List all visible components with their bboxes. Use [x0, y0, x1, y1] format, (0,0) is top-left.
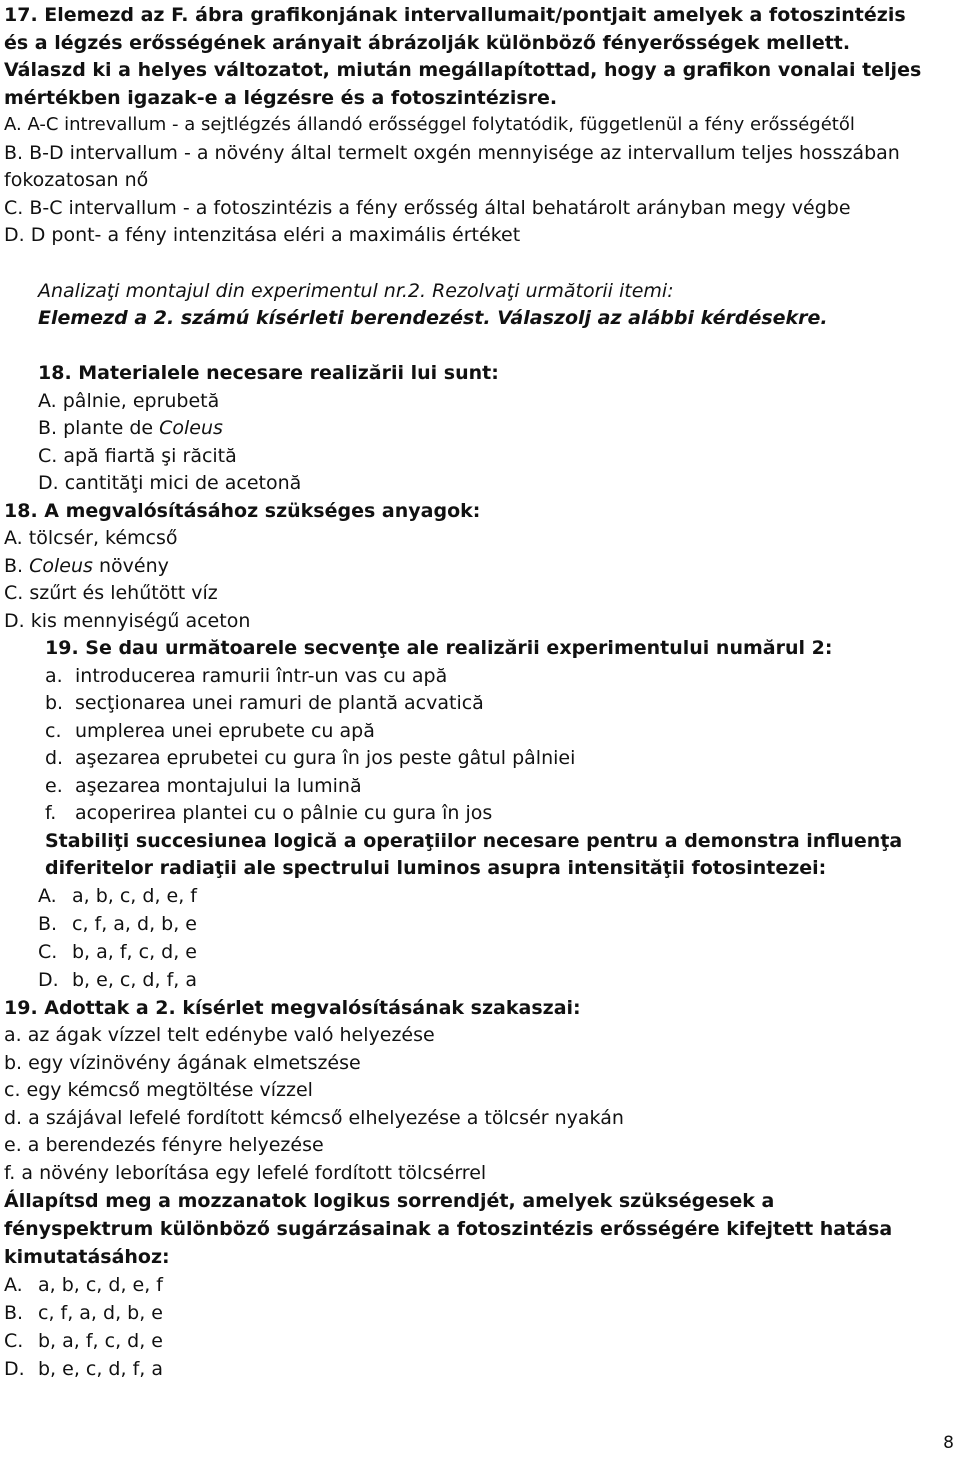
q19-hu-option-text: b, a, f, c, d, e — [38, 1330, 163, 1352]
q19-ro-step — [45, 745, 575, 771]
q19-ro-option-marker: B. — [38, 913, 58, 935]
q19-ro-option-text: b, e, c, d, f, a — [72, 969, 197, 991]
q18-hu-heading — [4, 498, 480, 524]
q18-hu-option-b — [4, 553, 169, 579]
q18-ro-heading: 18. Materialele necesare realizării lui sunt: — [38, 362, 499, 384]
q19-ro-step — [45, 773, 362, 799]
q19-hu-option-marker: B. — [4, 1302, 24, 1324]
q19-ro-step — [45, 800, 492, 826]
q19-ro-option-text: b, a, f, c, d, e — [72, 941, 197, 963]
q18-ro-option-b — [38, 415, 223, 441]
q19-hu-option — [4, 1272, 163, 1298]
q17-heading-line-1: 17. Elemezd az F. ábra grafikonjának intervallumait/pontjait amelyek a fotoszintézis — [4, 4, 906, 26]
q18-ro-option-d: D. cantităţi mici de acetonă — [38, 472, 302, 494]
q19-ro-option-marker: C. — [38, 941, 58, 963]
q19-ro-step — [45, 690, 484, 716]
q19-hu-option — [4, 1356, 163, 1382]
q19-ro-option-text: c, f, a, d, b, e — [72, 913, 197, 935]
intro-romanian: Analizaţi montajul din experimentul nr.2. Rezolvaţi următorii itemi: — [38, 280, 674, 302]
q18-hu-option-d: D. kis mennyiségű aceton — [4, 610, 251, 632]
q18-hu-number: 18. — [4, 500, 38, 522]
q18-hu-option-b-marker: B. — [4, 555, 30, 577]
q19-hu-option-marker: C. — [4, 1330, 24, 1352]
q19-ro-step-text: acoperirea plantei cu o pâlnie cu gura în jos — [75, 802, 493, 824]
q19-ro-step-marker: e. — [45, 775, 63, 797]
q19-ro-step-marker: b. — [45, 692, 64, 714]
page-number: 8 — [943, 1433, 954, 1453]
q19-ro-option — [38, 967, 197, 993]
q18-ro-option-c: C. apă fiartă şi răcită — [38, 445, 237, 467]
q19-hu-step: d. a szájával lefelé fordított kémcső elhelyezése a tölcsér nyakán — [4, 1107, 624, 1129]
q17-heading-line-2: és a légzés erősségének arányait ábrázolják különböző fényerősségek mellett. — [4, 32, 851, 54]
q19-hu-option-marker: D. — [4, 1358, 25, 1380]
q19-ro-heading: 19. Se dau următoarele secvenţe ale realizării experimentului numărul 2: — [45, 637, 833, 659]
q19-ro-option — [38, 911, 197, 937]
q18-hu-option-a: A. tölcsér, kémcső — [4, 527, 178, 549]
intro-hungarian: Elemezd a 2. számú kísérleti berendezést. Válaszolj az alábbi kérdésekre. — [38, 307, 828, 329]
q19-ro-option — [38, 939, 197, 965]
q19-hu-option — [4, 1328, 163, 1354]
q18-hu-heading-text: A megvalósításához szükséges anyagok: — [37, 500, 481, 522]
q19-ro-step-marker: d. — [45, 747, 64, 769]
q17-option-c: C. B-C intervallum - a fotoszintézis a fény erősség által behatárolt arányban megy végbe — [4, 197, 851, 219]
q19-hu-step: b. egy vízinövény ágának elmetszése — [4, 1052, 361, 1074]
q18-hu-option-b-species: Coleus — [29, 555, 93, 577]
q19-ro-step-marker: f. — [45, 802, 57, 824]
q19-ro-step-text: aşezarea eprubetei cu gura în jos peste gâtul pâlniei — [75, 747, 576, 769]
q19-hu-step: f. a növény leborítása egy lefelé fordított tölcsérrel — [4, 1162, 487, 1184]
q18-ro-option-a: A. pâlnie, eprubetă — [38, 390, 220, 412]
q18-ro-option-b-text: B. plante de — [38, 417, 160, 439]
q18-hu-option-b-text: növény — [92, 555, 169, 577]
q19-hu-option-text: a, b, c, d, e, f — [38, 1274, 163, 1296]
q17-option-d: D. D pont- a fény intenzitása eléri a maximális értéket — [4, 224, 521, 246]
q19-ro-option-marker: A. — [38, 885, 57, 907]
q19-ro-step-marker: c. — [45, 720, 62, 742]
q19-hu-step: c. egy kémcső megtöltése vízzel — [4, 1079, 313, 1101]
q17-heading-line-4: mértékben igazak-e a légzésre és a fotoszintézisre. — [4, 87, 558, 109]
q19-hu-option-marker: A. — [4, 1274, 23, 1296]
q19-ro-task-line-2: diferitelor radiaţii ale spectrului luminos asupra intensităţii fotosintezei: — [45, 857, 827, 879]
q19-ro-option-text: a, b, c, d, e, f — [72, 885, 197, 907]
q19-hu-heading: 19. Adottak a 2. kísérlet megvalósításának szakaszai: — [4, 997, 581, 1019]
q19-hu-option — [4, 1300, 163, 1326]
q18-hu-option-c: C. szűrt és lehűtött víz — [4, 582, 218, 604]
q19-hu-task-line-3: kimutatásához: — [4, 1246, 170, 1268]
q17-option-a: A. A-C intrevallum - a sejtlégzés állandó erősséggel folytatódik, függetlenül a fény erősségétől — [4, 114, 855, 135]
q19-ro-step-marker: a. — [45, 665, 63, 687]
q19-ro-step-text: aşezarea montajului la lumină — [75, 775, 362, 797]
q17-heading-line-3: Válaszd ki a helyes változatot, miután megállapítottad, hogy a grafikon vonalai teljes — [4, 59, 922, 81]
q19-ro-option-marker: D. — [38, 969, 59, 991]
q19-hu-step: a. az ágak vízzel telt edénybe való helyezése — [4, 1024, 435, 1046]
q19-ro-step-text: umplerea unei eprubete cu apă — [75, 720, 375, 742]
q19-ro-task-line-1: Stabiliţi succesiunea logică a operaţiilor necesare pentru a demonstra influenţa — [45, 830, 903, 852]
q19-hu-option-text: b, e, c, d, f, a — [38, 1358, 163, 1380]
q19-ro-step — [45, 718, 375, 744]
q17-option-b-line-2: fokozatosan nő — [4, 169, 149, 191]
q19-hu-option-text: c, f, a, d, b, e — [38, 1302, 163, 1324]
q19-ro-step — [45, 663, 447, 689]
q19-hu-step: e. a berendezés fényre helyezése — [4, 1134, 324, 1156]
q17-option-b-line-1: B. B-D intervallum - a növény által termelt oxgén mennyisége az intervallum teljes hosszában — [4, 142, 900, 164]
q19-ro-step-text: introducerea ramurii într-un vas cu apă — [75, 665, 448, 687]
q19-hu-task-line-1: Állapítsd meg a mozzanatok logikus sorrendjét, amelyek szükségesek a — [4, 1190, 775, 1212]
q18-ro-option-b-species: Coleus — [159, 417, 223, 439]
q19-ro-step-text: secţionarea unei ramuri de plantă acvatică — [75, 692, 484, 714]
q19-hu-task-line-2: fényspektrum különböző sugárzásainak a fotoszintézis erősségére kifejtett hatása — [4, 1218, 893, 1240]
q19-ro-option — [38, 883, 197, 909]
